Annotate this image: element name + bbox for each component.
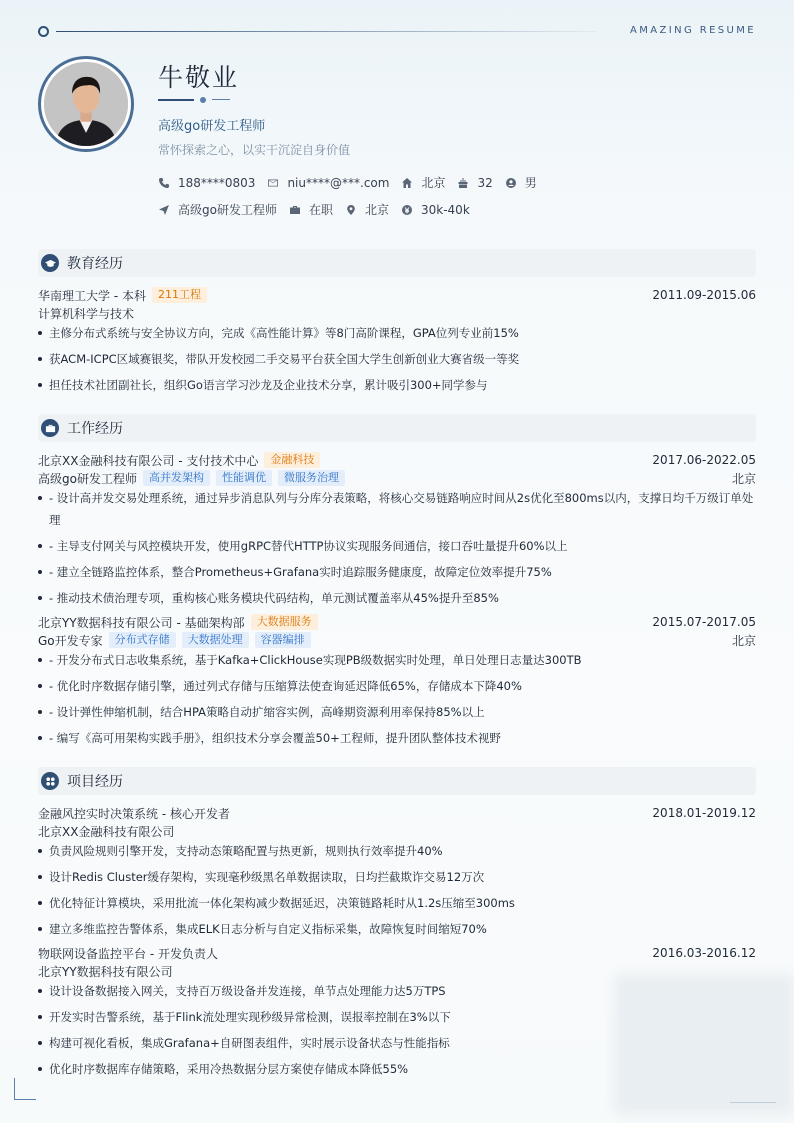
list-item: 获ACM-ICPC区域赛银奖，带队开发校园二手交易平台获全国大学生创新创业大赛省级一等奖	[38, 348, 756, 370]
education-title: 教育经历	[67, 256, 123, 272]
list-item: - 推动技术债治理专项，重构核心账务模块代码结构，单元测试覆盖率从45%提升至85%	[38, 587, 756, 609]
school-name: 华南理工大学 - 本科	[38, 288, 146, 303]
list-item: - 设计弹性伸缩机制，结合HPA策略自动扩缩容实例，高峰期资源利用率保持85%以上	[38, 701, 756, 723]
top-decoration	[38, 26, 756, 38]
list-item: 开发实时告警系统，基于Flink流处理实现秒级异常检测，误报率控制在3%以下	[38, 1006, 756, 1028]
briefcase-icon	[41, 419, 59, 437]
skill-tag: 容器编排	[255, 632, 311, 648]
cake-icon	[457, 177, 469, 189]
graduation-cap-icon	[41, 254, 59, 272]
company-name: 北京YY数据科技有限公司 - 基础架构部	[38, 615, 245, 630]
projects-title: 项目经历	[67, 774, 123, 790]
list-item: - 编写《高可用架构实践手册》，组织技术分享会覆盖50+工程师，提升团队整体技术视野	[38, 727, 756, 749]
gender-item	[505, 174, 537, 191]
list-item: 主修分布式系统与安全协议方向，完成《高性能计算》等8门高阶课程，GPA位列专业前15%	[38, 322, 756, 344]
list-item: 构建可视化看板，集成Grafana+自研图表组件，实时展示设备状态与性能指标	[38, 1032, 756, 1054]
education-major-row	[38, 304, 756, 322]
status-value: 在职	[308, 203, 333, 217]
job-role-row	[38, 631, 756, 649]
corner-ornament	[14, 1078, 36, 1100]
education-entry-header	[38, 286, 756, 304]
list-item: 设计设备数据接入网关，支持百万级设备并发连接，单节点处理能力达5万TPS	[38, 980, 756, 1002]
age-item	[457, 176, 492, 190]
phone-value: 188****0803	[178, 175, 256, 190]
work-title: 工作经历	[67, 421, 123, 437]
home-icon	[401, 177, 413, 189]
briefcase-icon	[289, 204, 301, 216]
salary-item	[401, 203, 470, 217]
list-item: - 优化时序数据存储引擎，通过列式存储与压缩算法使查询延迟降低65%，存储成本下降40%	[38, 675, 756, 697]
age-value: 32	[477, 175, 493, 190]
avatar	[38, 56, 134, 152]
job-role-row	[38, 469, 756, 487]
list-item: 担任技术社团副社长，组织Go语言学习沙龙及企业技术分享，累计吸引300+同学参与	[38, 374, 756, 396]
project-entry-header	[38, 944, 756, 962]
money-icon	[401, 204, 413, 216]
list-item: - 建立全链路监控体系，整合Prometheus+Grafana实时追踪服务健康度，故障定位效率提升75%	[38, 561, 756, 583]
project-company-row	[38, 822, 756, 840]
email-value: niu****@***.com	[287, 175, 390, 190]
salary-value: 30k-40k	[421, 202, 470, 217]
contact-row	[158, 174, 549, 191]
job-role: Go开发专家	[38, 633, 103, 648]
status-item	[289, 201, 333, 218]
name-underline-decoration	[158, 96, 238, 104]
target-job-item	[158, 201, 277, 218]
job-role: 高级go研发工程师	[38, 471, 137, 486]
company-tag: 金融科技	[264, 452, 320, 468]
project-name: 物联网设备监控平台 - 开发负责人	[38, 946, 218, 961]
company-tag: 大数据服务	[251, 614, 318, 630]
target-job-value: 高级go研发工程师	[178, 203, 277, 217]
mail-icon	[267, 177, 279, 189]
projects-section-header	[38, 767, 756, 795]
user-icon	[505, 177, 517, 189]
list-item: 优化时序数据库存储策略，采用冷热数据分层方案使存储成本降低55%	[38, 1058, 756, 1080]
motto: 常怀探索之心，以实干沉淀自身价值	[158, 143, 351, 157]
project-period: 2018.01-2019.12	[652, 806, 756, 820]
job-period: 2015.07-2017.05	[652, 615, 756, 629]
skill-tag: 大数据处理	[182, 632, 249, 648]
job-entry-header	[38, 451, 756, 469]
school-tag: 211工程	[152, 287, 207, 303]
list-item: - 开发分布式日志收集系统，基于Kafka+ClickHouse实现PB级数据实时处理，单日处理日志量达300TB	[38, 649, 756, 671]
job-title: 高级go研发工程师	[158, 119, 266, 134]
city-value: 北京	[421, 176, 446, 190]
location-pin-icon	[345, 204, 357, 216]
person-portrait-icon	[44, 62, 128, 146]
job-location: 北京	[731, 633, 756, 648]
skill-tag: 分布式存储	[109, 632, 176, 648]
skill-tag: 性能调优	[216, 470, 272, 486]
list-item: - 主导支付网关与风控模块开发，使用gRPC替代HTTP协议实现服务间通信，接口吞吐量提升60%以上	[38, 535, 756, 557]
skill-tag: 高并发架构	[143, 470, 210, 486]
send-icon	[158, 204, 170, 216]
work-section-header	[38, 414, 756, 442]
list-item: - 设计高并发交易处理系统，通过异步消息队列与分库分表策略，将核心交易链路响应时间从2s优化至800ms以内，支撑日均千万级订单处理	[38, 487, 756, 531]
header-line	[56, 31, 596, 32]
job-location: 北京	[731, 471, 756, 486]
project-entry-header	[38, 804, 756, 822]
avatar-photo	[44, 62, 128, 146]
blurred-watermark	[614, 974, 794, 1114]
education-section-header	[38, 249, 756, 277]
project-period: 2016.03-2016.12	[652, 946, 756, 960]
phone-item	[158, 176, 255, 190]
job-intent-row	[158, 201, 482, 218]
project-company: 北京YY数据科技有限公司	[38, 964, 173, 979]
skill-tag: 微服务治理	[278, 470, 345, 486]
major: 计算机科学与技术	[38, 306, 135, 321]
target-city-value: 北京	[364, 203, 389, 217]
target-city-item	[345, 201, 389, 218]
phone-icon	[158, 177, 170, 189]
brand-text: AMAZING RESUME	[630, 25, 756, 36]
list-item: 设计Redis Cluster缓存架构，实现毫秒级黑名单数据读取，日均拦截欺诈交易12万次	[38, 866, 756, 888]
city-item	[401, 174, 445, 191]
company-name: 北京XX金融科技有限公司 - 支付技术中心	[38, 453, 259, 468]
job-entry-header	[38, 613, 756, 631]
list-item: 优化特征计算模块，采用批流一体化架构减少数据延迟，决策链路耗时从1.2s压缩至300ms	[38, 892, 756, 914]
list-item: 负责风险规则引擎开发，支持动态策略配置与热更新，规则执行效率提升40%	[38, 840, 756, 862]
candidate-name: 牛敬业	[158, 63, 240, 92]
list-item: 建立多维监控告警体系，集成ELK日志分析与自定义指标采集，故障恢复时间缩短70%	[38, 918, 756, 940]
project-company: 北京XX金融科技有限公司	[38, 824, 175, 839]
project-name: 金融风控实时决策系统 - 核心开发者	[38, 806, 230, 821]
gender-value: 男	[524, 176, 537, 190]
ring-ornament	[38, 26, 49, 37]
education-period: 2011.09-2015.06	[652, 288, 756, 302]
email-item	[267, 176, 389, 190]
job-period: 2017.06-2022.05	[652, 453, 756, 467]
grid-icon	[41, 772, 59, 790]
corner-line	[730, 1102, 776, 1103]
